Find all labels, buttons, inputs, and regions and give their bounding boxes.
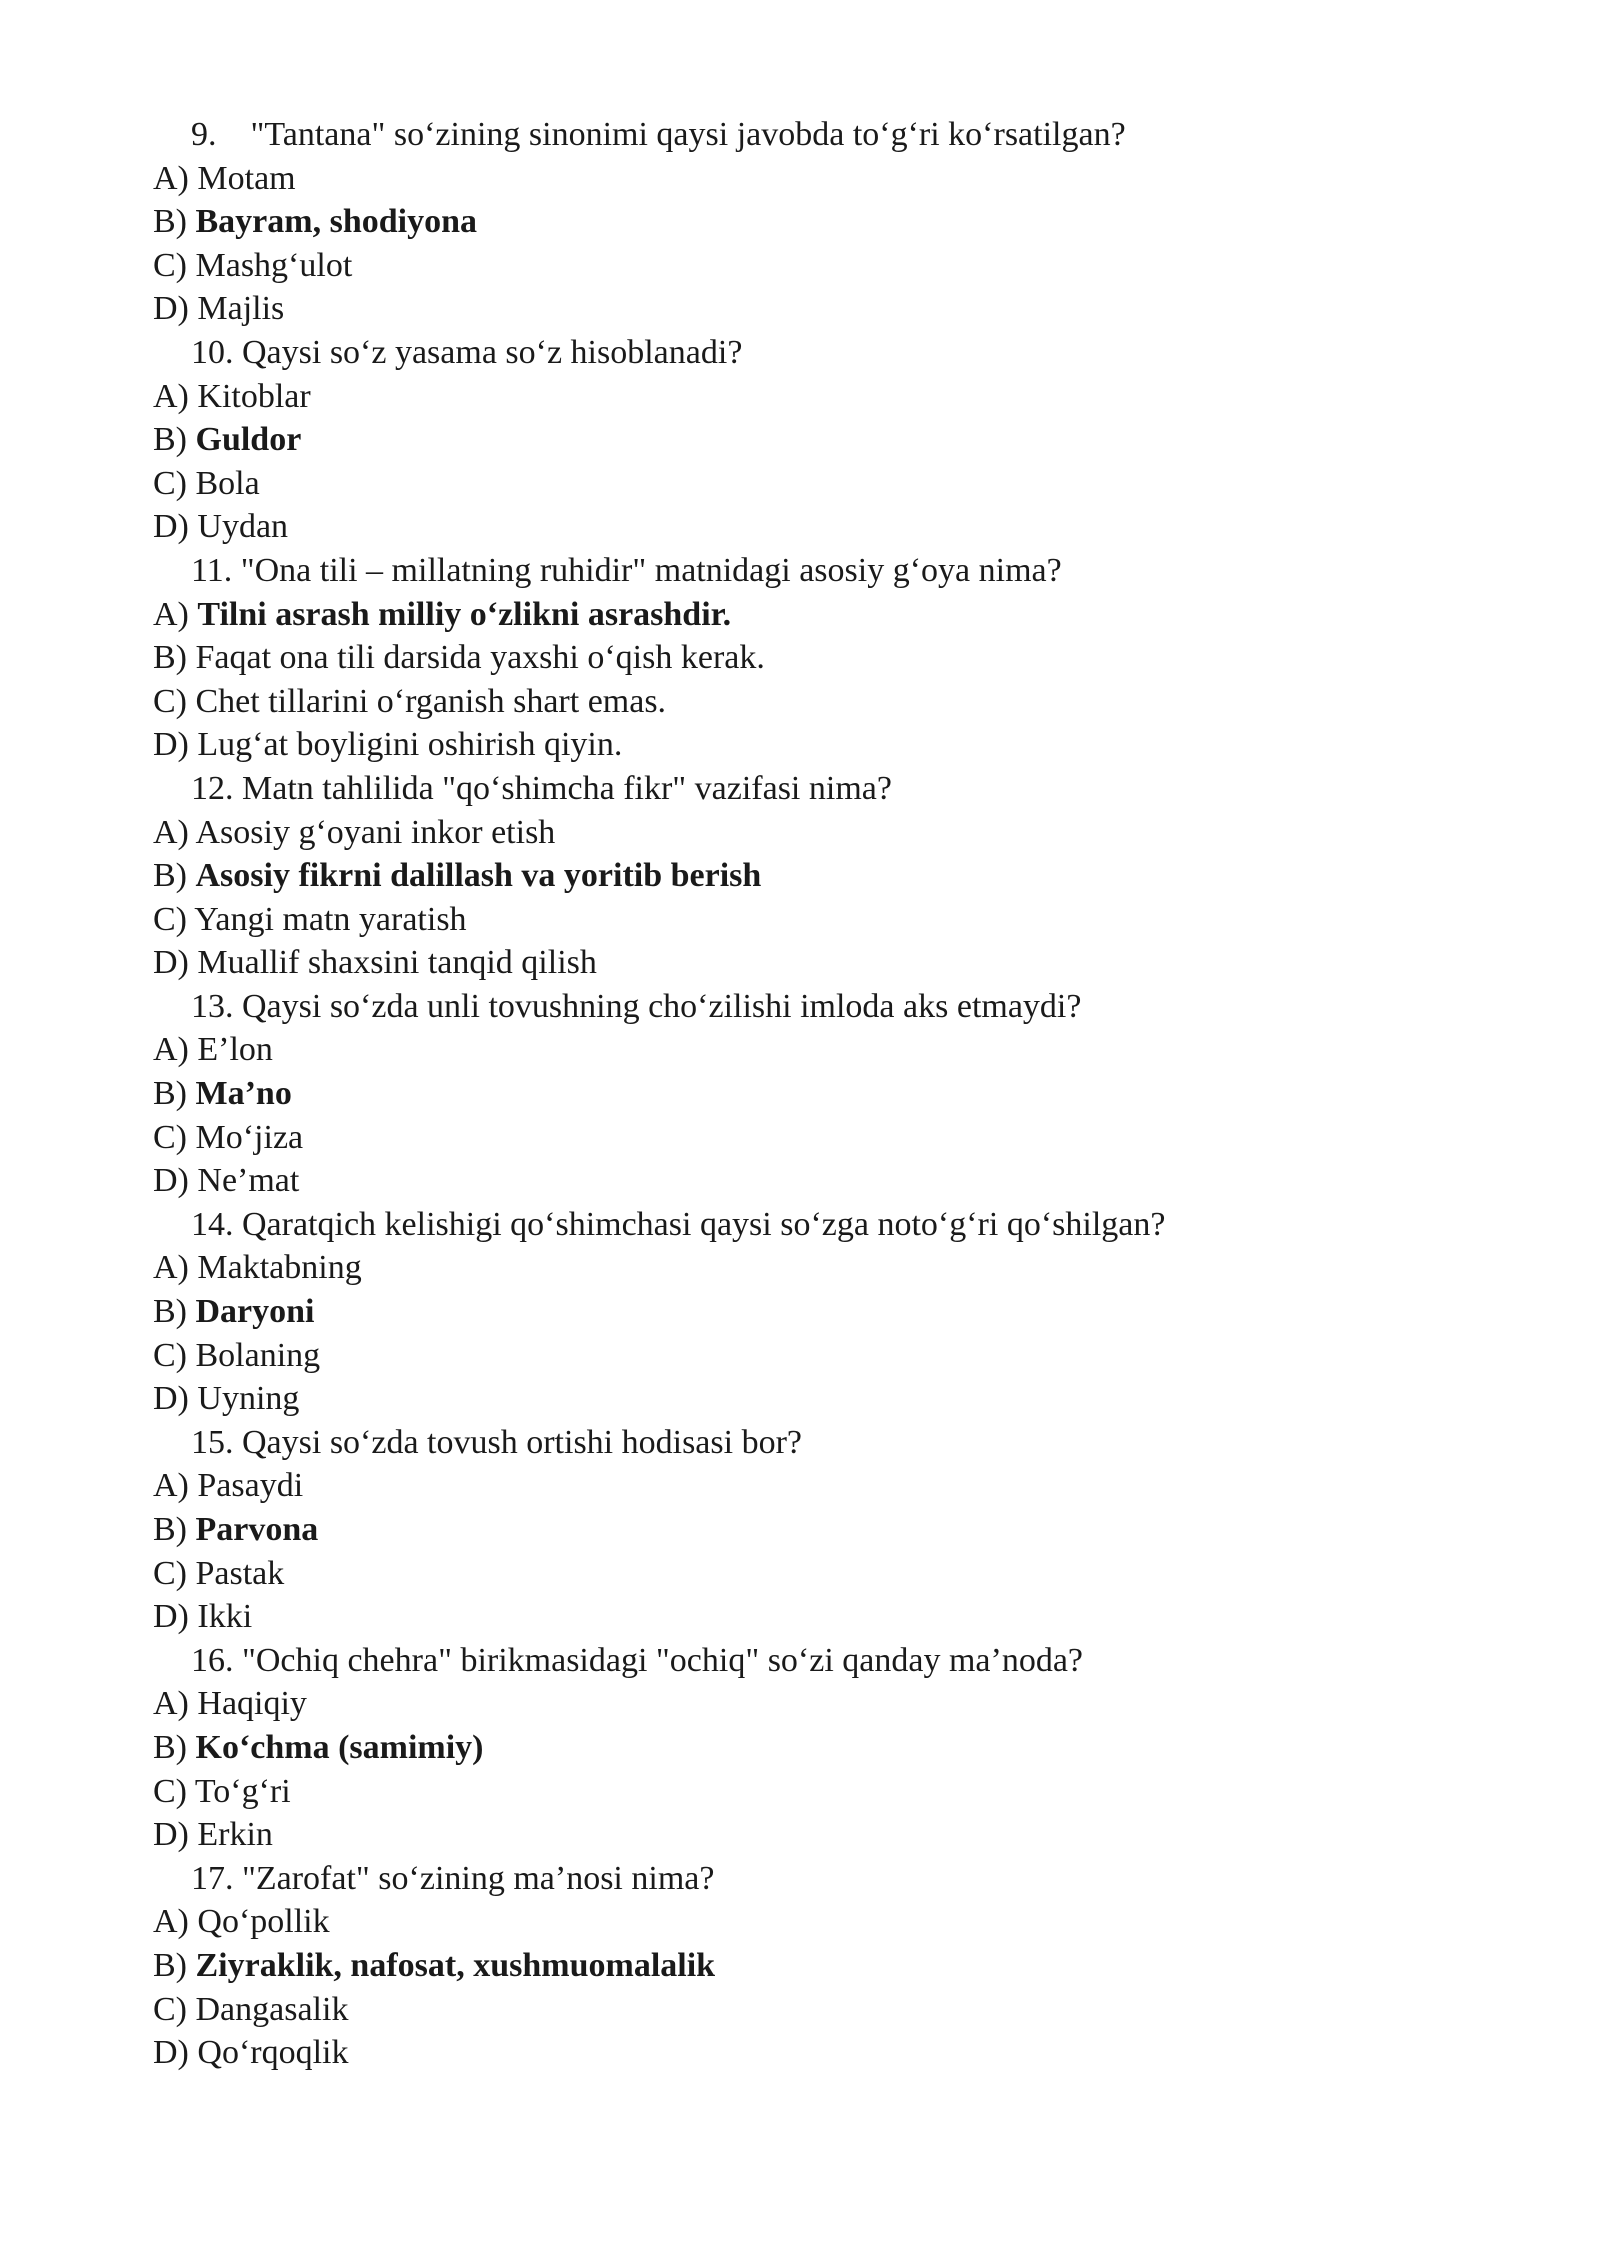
- answer-option: [153, 375, 1483, 419]
- question-gap: [234, 988, 243, 1025]
- option-letter: A): [153, 1685, 198, 1723]
- option-letter: B): [153, 203, 196, 241]
- answer-option: [153, 723, 1483, 767]
- question-number: 12.: [191, 769, 234, 807]
- answer-option: [153, 1377, 1483, 1421]
- correct-answer-text: Tilni asrash milliy o‘zlikni asrashdir.: [197, 595, 732, 633]
- question-text: Qaysi so‘z yasama so‘z hisoblanadi?: [242, 333, 743, 371]
- answer-option: [153, 680, 1483, 724]
- correct-answer-text: Guldor: [195, 421, 302, 459]
- question-number: 15.: [191, 1423, 234, 1461]
- question-block: [153, 985, 1483, 1203]
- question-text: "Ochiq chehra" birikmasidagi "ochiq" so‘zi qanday ma’noda?: [242, 1641, 1084, 1679]
- question-number: 16.: [191, 1641, 234, 1679]
- option-letter: D): [153, 2034, 198, 2072]
- correct-answer-text: Ziyraklik, nafosat, xushmuomalalik: [195, 1946, 716, 1984]
- option-text: Mashg‘ulot: [195, 246, 353, 284]
- question-line: [153, 1421, 1483, 1465]
- option-letter: D): [153, 1816, 198, 1854]
- question-block: [153, 767, 1483, 985]
- answer-option: [153, 811, 1483, 855]
- option-letter: A): [153, 1903, 198, 1941]
- question-block: [153, 549, 1483, 767]
- option-letter: C): [153, 900, 195, 938]
- question-text: "Zarofat" so‘zining ma’nosi nima?: [242, 1859, 715, 1897]
- answer-option: [153, 244, 1483, 288]
- answer-option: [153, 157, 1483, 201]
- answer-option: [153, 462, 1483, 506]
- option-letter: C): [153, 1990, 196, 2028]
- question-text: Qaysi so‘zda tovush ortishi hodisasi bor?: [242, 1423, 802, 1461]
- answer-option: [153, 1813, 1483, 1857]
- option-text: Chet tillarini o‘rganish shart emas.: [195, 682, 667, 720]
- answer-option: [153, 1028, 1483, 1072]
- answer-option: [153, 1726, 1483, 1770]
- correct-answer-text: Parvona: [195, 1511, 319, 1548]
- question-text: Qaysi so‘zda unli tovushning cho‘zilishi imloda aks etmaydi?: [242, 987, 1082, 1025]
- option-letter: A): [153, 595, 198, 633]
- option-text: Maktabning: [197, 1249, 362, 1287]
- question-gap: [234, 334, 243, 371]
- answer-option: [153, 287, 1483, 331]
- document-page: [153, 113, 1483, 2075]
- answer-option: [153, 1988, 1483, 2032]
- question-block: [153, 1421, 1483, 1639]
- answer-option: [153, 505, 1483, 549]
- answer-option: [153, 2031, 1483, 2075]
- question-block: [153, 331, 1483, 549]
- question-gap: [234, 1424, 243, 1461]
- question-text: "Ona tili – millatning ruhidir" matnidagi asosiy g‘oya nima?: [240, 551, 1062, 589]
- option-text: Haqiqiy: [197, 1685, 307, 1723]
- option-letter: C): [153, 1772, 195, 1810]
- option-text: Ikki: [197, 1598, 253, 1636]
- question-number: 11.: [191, 551, 233, 589]
- question-gap: [234, 1860, 243, 1897]
- question-number: 17.: [191, 1859, 234, 1897]
- answer-option: [153, 593, 1483, 637]
- option-text: Yangi matn yaratish: [194, 900, 467, 938]
- question-text: Matn tahlilida "qo‘shimcha fikr" vazifasi nima?: [242, 769, 892, 807]
- question-line: [153, 331, 1483, 375]
- option-text: Lug‘at boyligini oshirish qiyin.: [197, 726, 623, 764]
- option-text: Bola: [195, 464, 260, 502]
- answer-option: [153, 1682, 1483, 1726]
- question-line: [153, 1639, 1483, 1683]
- option-text: Faqat ona tili darsida yaxshi o‘qish kerak.: [195, 639, 765, 677]
- question-gap: [234, 1206, 243, 1243]
- option-text: Qo‘rqoqlik: [197, 2034, 349, 2072]
- option-letter: A): [153, 1467, 198, 1505]
- answer-option: [153, 941, 1483, 985]
- option-text: Ne’mat: [197, 1162, 300, 1200]
- question-block: [153, 113, 1483, 331]
- answer-option: [153, 1464, 1483, 1508]
- question-number: 9.: [191, 116, 217, 153]
- option-letter: B): [153, 1075, 196, 1113]
- option-text: Asosiy g‘oyani inkor etish: [195, 813, 556, 851]
- option-letter: B): [153, 857, 196, 895]
- answer-option: [153, 1290, 1483, 1334]
- option-letter: B): [153, 1511, 196, 1548]
- option-text: Mo‘jiza: [195, 1118, 304, 1156]
- option-text: Bolaning: [195, 1336, 321, 1374]
- question-gap: [234, 1642, 243, 1679]
- option-letter: D): [153, 290, 198, 328]
- answer-option: [153, 1944, 1483, 1988]
- answer-option: [153, 854, 1483, 898]
- answer-option: [153, 1334, 1483, 1378]
- answer-option: [153, 1072, 1483, 1116]
- question-line: [153, 1857, 1483, 1901]
- question-line: [153, 1203, 1483, 1247]
- option-text: To‘g‘ri: [194, 1772, 291, 1810]
- answer-option: [153, 1900, 1483, 1944]
- option-letter: A): [153, 1031, 198, 1069]
- answer-option: [153, 418, 1483, 462]
- answer-option: [153, 636, 1483, 680]
- correct-answer-text: Ma’no: [195, 1075, 292, 1113]
- option-letter: B): [153, 1293, 196, 1331]
- option-text: Pastak: [195, 1554, 285, 1592]
- question-block: [153, 1857, 1483, 2075]
- answer-option: [153, 1116, 1483, 1160]
- option-text: Uyning: [197, 1380, 300, 1418]
- option-letter: D): [153, 1598, 198, 1636]
- option-text: Qo‘pollik: [197, 1903, 330, 1941]
- option-text: Pasaydi: [197, 1467, 304, 1505]
- answer-option: [153, 898, 1483, 942]
- option-letter: C): [153, 1118, 196, 1156]
- option-letter: A): [153, 377, 198, 415]
- option-letter: B): [153, 1946, 196, 1984]
- question-gap: [217, 116, 251, 153]
- option-letter: B): [153, 421, 196, 459]
- question-text: "Tantana" so‘zining sinonimi qaysi javobda to‘g‘ri ko‘rsatilgan?: [250, 116, 1126, 153]
- option-letter: B): [153, 639, 196, 677]
- question-block: [153, 1203, 1483, 1421]
- option-letter: C): [153, 1554, 196, 1592]
- answer-option: [153, 200, 1483, 244]
- answer-option: [153, 1770, 1483, 1814]
- correct-answer-text: Daryoni: [195, 1293, 315, 1331]
- option-text: Majlis: [197, 290, 285, 328]
- option-text: Uydan: [197, 508, 289, 546]
- option-text: Kitoblar: [197, 377, 311, 415]
- option-letter: A): [153, 1249, 198, 1287]
- correct-answer-text: Asosiy fikrni dalillash va yoritib berish: [195, 857, 762, 895]
- option-text: Muallif shaxsini tanqid qilish: [197, 944, 597, 982]
- option-text: E’lon: [197, 1031, 273, 1069]
- option-letter: A): [153, 813, 196, 851]
- answer-option: [153, 1595, 1483, 1639]
- question-line: [153, 767, 1483, 811]
- option-letter: C): [153, 1336, 196, 1374]
- option-letter: B): [153, 1728, 196, 1766]
- option-letter: D): [153, 726, 198, 764]
- option-letter: C): [153, 682, 196, 720]
- option-letter: D): [153, 508, 198, 546]
- question-number: 14.: [191, 1205, 234, 1243]
- option-text: Erkin: [197, 1816, 273, 1854]
- option-letter: A): [153, 159, 198, 197]
- question-line: [153, 549, 1483, 593]
- option-letter: D): [153, 1380, 198, 1418]
- question-text: Qaratqich kelishigi qo‘shimchasi qaysi so‘zga noto‘g‘ri qo‘shilgan?: [242, 1205, 1166, 1243]
- answer-option: [153, 1159, 1483, 1203]
- answer-option: [153, 1552, 1483, 1596]
- question-line: [153, 985, 1483, 1029]
- question-gap: [232, 552, 241, 589]
- correct-answer-text: Bayram, shodiyona: [195, 203, 477, 241]
- correct-answer-text: Ko‘chma (samimiy): [195, 1728, 484, 1766]
- question-line: [153, 113, 1483, 157]
- option-letter: D): [153, 944, 198, 982]
- option-letter: C): [153, 246, 196, 284]
- answer-option: [153, 1508, 1483, 1552]
- option-text: Motam: [197, 159, 296, 197]
- question-number: 13.: [191, 987, 234, 1025]
- option-text: Dangasalik: [195, 1990, 349, 2028]
- answer-option: [153, 1246, 1483, 1290]
- option-letter: D): [153, 1162, 198, 1200]
- question-number: 10.: [191, 333, 234, 371]
- option-letter: C): [153, 464, 196, 502]
- question-gap: [234, 770, 243, 807]
- question-block: [153, 1639, 1483, 1857]
